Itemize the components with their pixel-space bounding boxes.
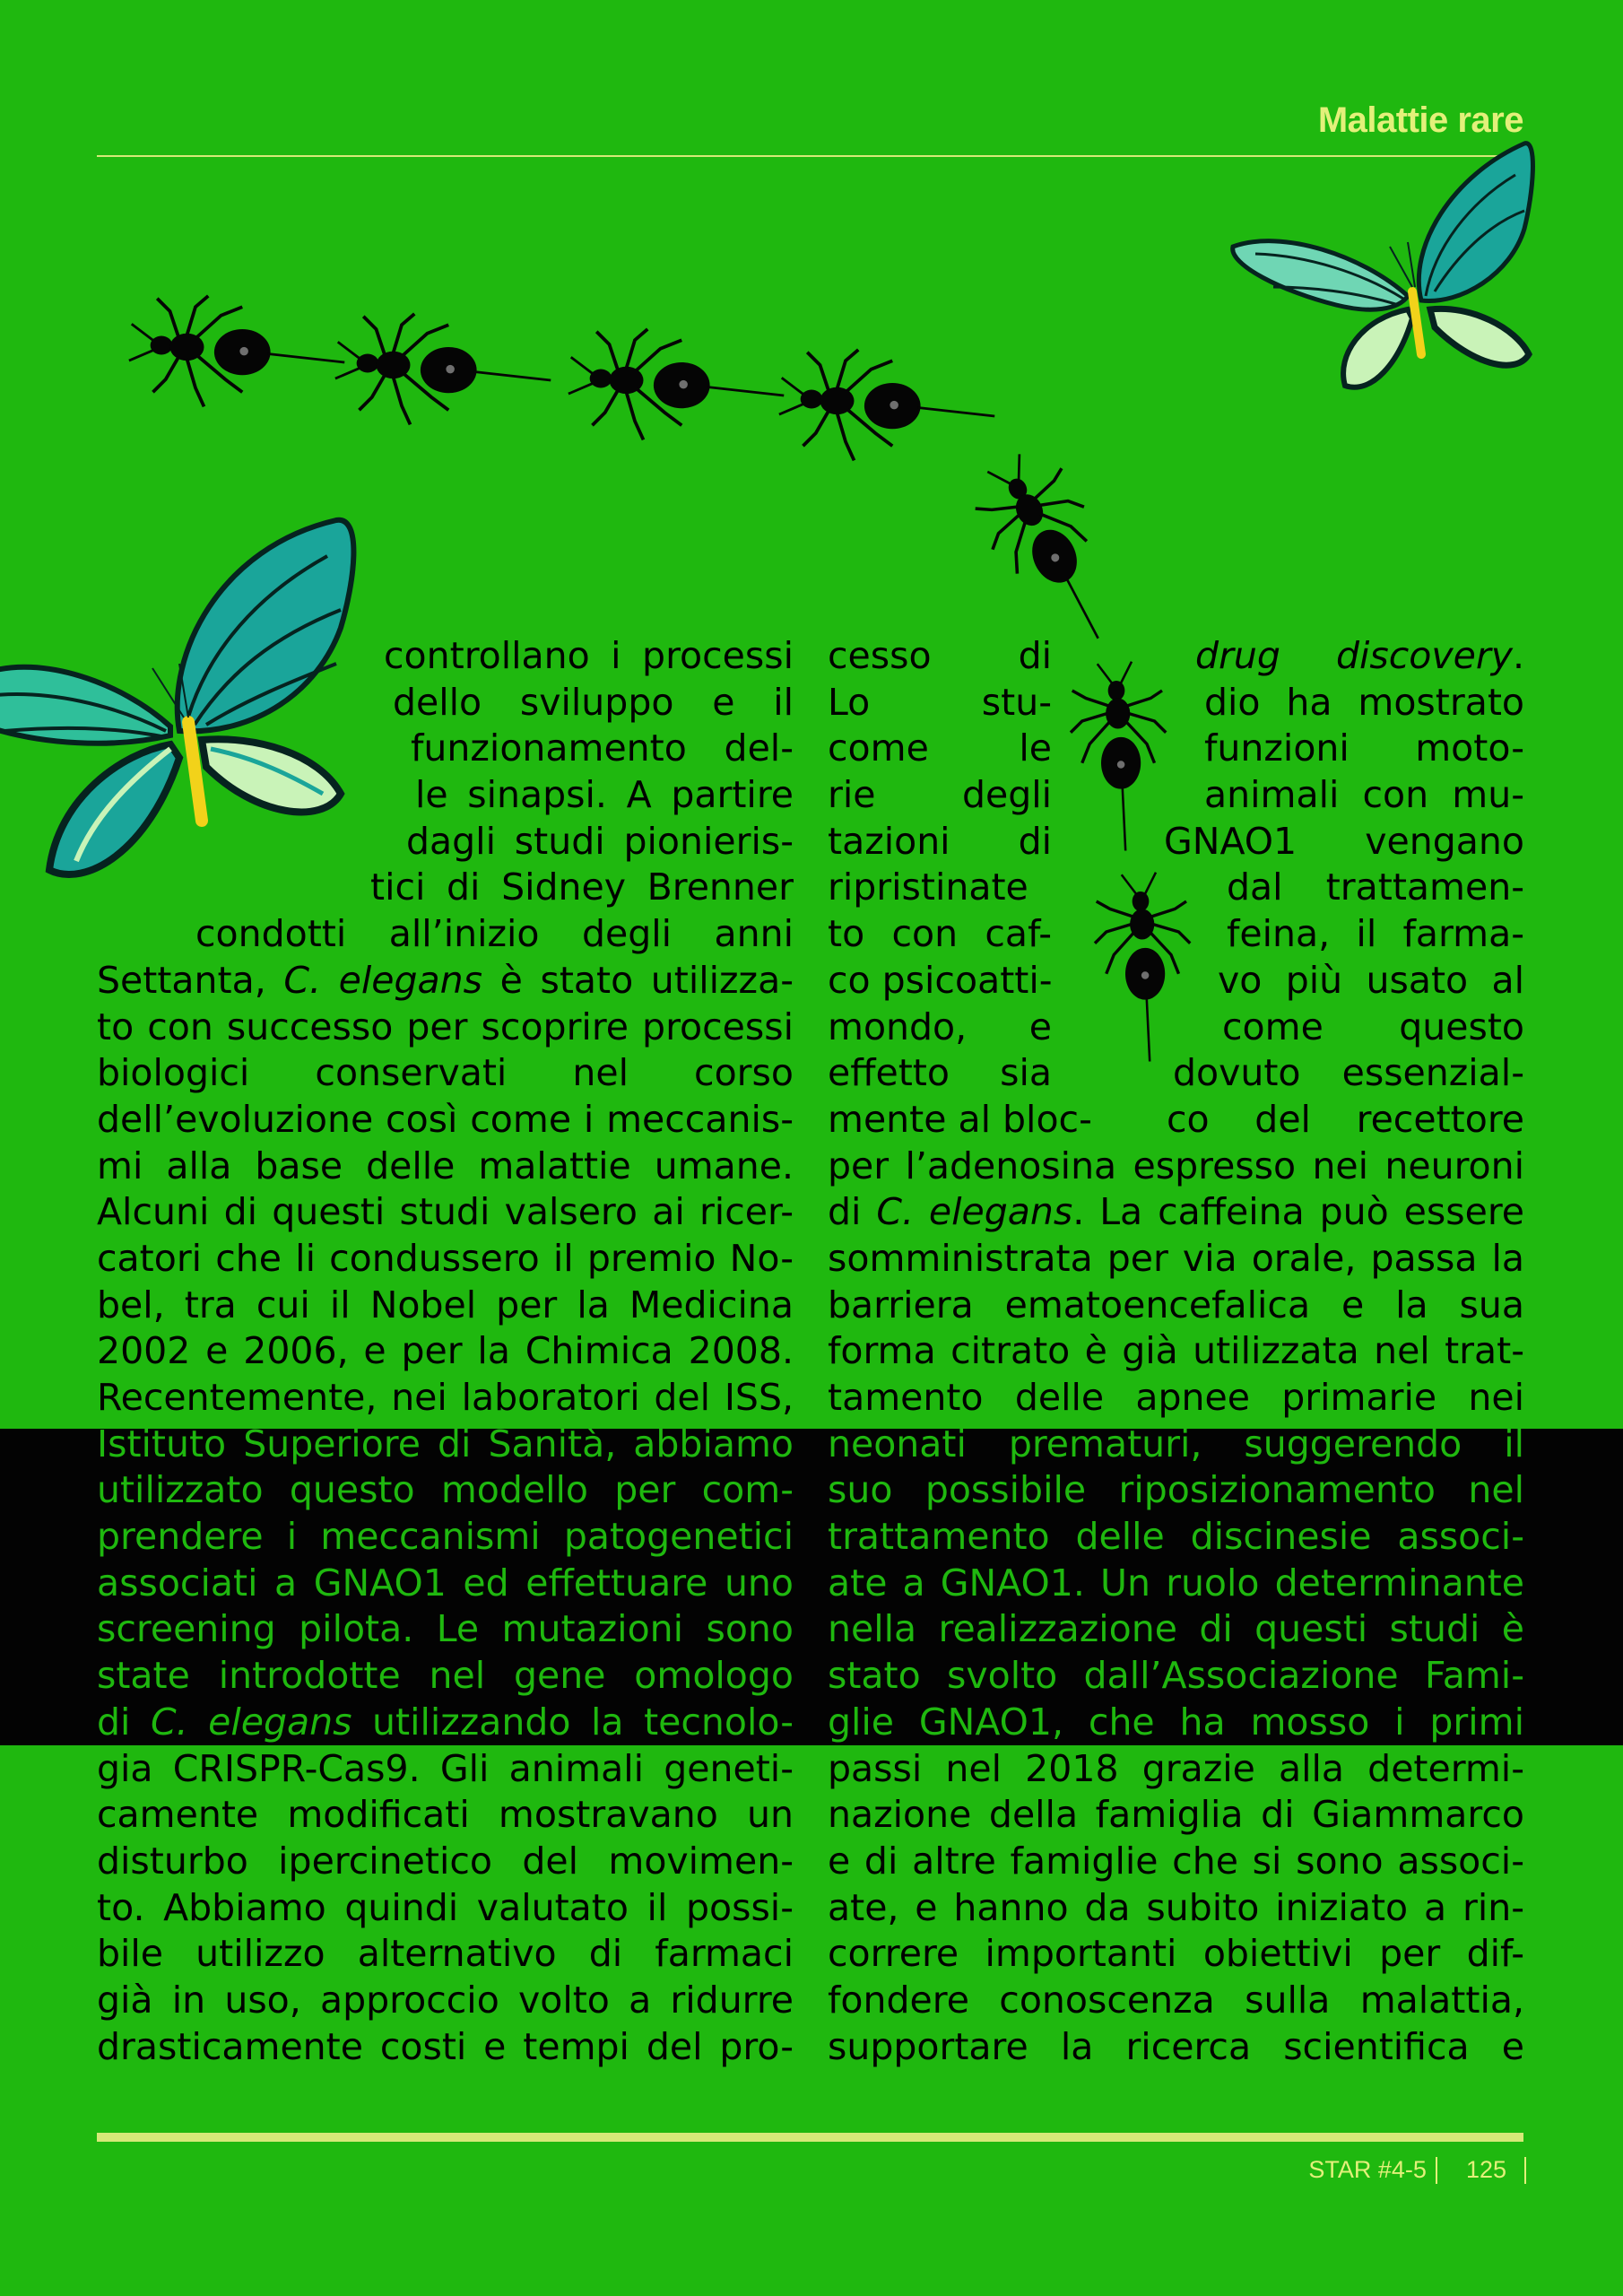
text-line — [97, 958, 794, 1004]
text-line — [828, 958, 1524, 1004]
text-fragment — [828, 1050, 1052, 1097]
text-line: trattamento delle discinesie associ- — [828, 1515, 1524, 1559]
text-line: per l’adenosina espresso nei neuroni — [828, 1144, 1524, 1187]
text-line — [828, 1004, 1524, 1051]
text-line: to. Abbiamo quindi valutato il possi- — [97, 1885, 794, 1929]
text-fragment — [828, 633, 1052, 680]
text-line: controllano i processi — [384, 634, 794, 677]
text-line — [828, 1050, 1524, 1097]
text-run: ripristinate — [828, 865, 1028, 909]
text-run: vo più usato al — [1218, 958, 1524, 1002]
text-fragment — [1227, 865, 1524, 911]
text-fragment — [1164, 819, 1524, 865]
text-run: dal trattamen- — [1227, 865, 1524, 909]
italic-term: C. elegans — [876, 1190, 1073, 1234]
ant-icon — [961, 439, 1137, 663]
text-line: catori che li condussero il premio No- — [97, 1236, 794, 1280]
text-line — [828, 772, 1524, 819]
text-fragment — [828, 911, 1052, 958]
text-line — [828, 865, 1524, 911]
text-line: le sinapsi. A partire — [415, 773, 794, 817]
text-run: animali con mu- — [1204, 773, 1524, 817]
text-line: nazione della famiglia di Giammarco — [828, 1793, 1524, 1837]
text-fragment — [1222, 1004, 1524, 1051]
text-fragment — [828, 958, 1052, 1004]
text-line: e di altre famiglie che si sono associ- — [828, 1839, 1524, 1883]
footer-divider — [1436, 2157, 1437, 2184]
ant-icon — [129, 296, 344, 407]
text-line: bile utilizzo alternativo di farmaci — [97, 1932, 794, 1976]
text-run: mente al bloc- — [828, 1097, 1092, 1141]
text-fragment — [1173, 1050, 1524, 1097]
text-fragment — [828, 680, 1052, 726]
text-line: biologici conservati nel corso — [97, 1051, 794, 1095]
ant-icon — [568, 329, 784, 440]
text-run: . — [1512, 634, 1524, 677]
text-line: Alcuni di questi studi valsero ai ricer- — [97, 1190, 794, 1234]
text-run: di — [828, 1190, 877, 1234]
text-line: barriera ematoencefalica e la sua — [828, 1283, 1524, 1326]
text-run: co psicoatti- — [828, 958, 1053, 1002]
text-line — [828, 680, 1524, 726]
text-run: co del recettore — [1167, 1097, 1524, 1141]
text-line: dell’evoluzione così come i meccanis- — [97, 1097, 794, 1141]
text-line: dagli studi pionieris- — [406, 819, 794, 863]
text-line — [97, 1700, 794, 1746]
text-fragment — [1195, 633, 1524, 680]
text-fragment — [1218, 958, 1524, 1004]
text-line: funzionamento del- — [411, 726, 794, 770]
text-line: suo possibile riposizionamento nel — [828, 1468, 1524, 1512]
text-line: to con successo per scoprire processi — [97, 1004, 794, 1048]
text-line: associati a GNAO1 ed effettuare uno — [97, 1561, 794, 1605]
text-line: glie GNAO1, che ha mosso i primi — [828, 1700, 1524, 1744]
text-run: di — [97, 1700, 151, 1744]
text-line: prendere i meccanismi patogenetici — [97, 1515, 794, 1559]
text-line: tici di Sidney Brenner — [370, 865, 794, 909]
text-line — [828, 1097, 1524, 1144]
text-run: come questo — [1222, 1004, 1524, 1048]
text-line: tamento delle apnee primarie nei — [828, 1376, 1524, 1419]
italic-term: C. elegans — [150, 1700, 352, 1744]
text-fragment — [1204, 680, 1524, 726]
text-line: disturbo ipercinetico del movimen- — [97, 1839, 794, 1883]
text-line: Istituto Superiore di Sanità, abbiamo — [97, 1422, 794, 1465]
text-fragment — [828, 1097, 1092, 1144]
page-footer — [1308, 2156, 1526, 2184]
text-run: cesso di — [828, 634, 1052, 677]
text-line — [828, 911, 1524, 958]
text-line: camente modificati mostravano un — [97, 1793, 794, 1837]
text-line: dello sviluppo e il — [393, 680, 794, 724]
page-number: 125 — [1465, 2156, 1506, 2183]
italic-term: drug discovery — [1195, 634, 1513, 677]
left-column — [97, 633, 794, 2070]
text-run: feina, il farma- — [1227, 912, 1524, 956]
text-run: dio ha mostrato — [1204, 680, 1524, 724]
text-line — [828, 1189, 1524, 1236]
text-line: state introdotte nel gene omologo — [97, 1654, 794, 1698]
text-fragment — [828, 819, 1052, 865]
text-fragment — [828, 865, 1052, 911]
text-line — [828, 633, 1524, 680]
text-line: gia CRISPR-Cas9. Gli animali geneti- — [97, 1746, 794, 1790]
text-line: ate, e hanno da subito iniziato a rin- — [828, 1885, 1524, 1929]
text-run: come le — [828, 726, 1052, 770]
text-line: passi nel 2018 grazie alla determi- — [828, 1746, 1524, 1790]
text-line: drasticamente costi e tempi del pro- — [97, 2024, 794, 2068]
text-line: stato svolto dall’Associazione Fami- — [828, 1654, 1524, 1698]
text-line: Recentemente, nei laboratori del ISS, — [97, 1376, 794, 1419]
text-run: dovuto essenzial- — [1173, 1051, 1524, 1095]
text-line: mi alla base delle malattie umane. — [97, 1144, 794, 1187]
text-line: bel, tra cui il Nobel per la Medicina — [97, 1283, 794, 1326]
text-line: neonati prematuri, suggerendo il — [828, 1422, 1524, 1465]
text-line — [828, 819, 1524, 865]
text-line: supportare la ricerca scientifica e — [828, 2024, 1524, 2068]
text-line: già in uso, approccio volto a ridurre — [97, 1978, 794, 2022]
text-run: utilizzando la tecnolo- — [352, 1700, 794, 1744]
text-line: fondere conoscenza sulla malattia, — [828, 1978, 1524, 2022]
butterfly-icon — [1228, 139, 1551, 408]
italic-term: C. elegans — [283, 958, 482, 1002]
ant-icon — [335, 314, 551, 425]
text-line: ate a GNAO1. Un ruolo determinante — [828, 1561, 1524, 1605]
text-fragment — [828, 772, 1052, 819]
text-line — [828, 726, 1524, 772]
text-fragment — [1204, 772, 1524, 819]
text-line: screening pilota. Le mutazioni sono — [97, 1607, 794, 1651]
text-fragment — [1167, 1097, 1524, 1144]
right-column — [828, 633, 1524, 2070]
text-run: mondo, e — [828, 1004, 1052, 1048]
text-line: nella realizzazione di questi studi è — [828, 1607, 1524, 1651]
text-fragment — [1227, 911, 1524, 958]
text-run: è stato utilizza- — [482, 958, 794, 1002]
text-run: tazioni di — [828, 819, 1052, 863]
text-fragment — [828, 726, 1052, 772]
text-line: 2002 e 2006, e per la Chimica 2008. — [97, 1329, 794, 1373]
text-line: somministrata per via orale, passa la — [828, 1236, 1524, 1280]
text-run: funzioni moto- — [1204, 726, 1524, 770]
text-line: utilizzato questo modello per com- — [97, 1468, 794, 1512]
text-run: GNAO1 vengano — [1164, 819, 1524, 863]
text-run: effetto sia — [828, 1051, 1052, 1095]
text-run: rie degli — [828, 773, 1052, 817]
ant-icon — [779, 350, 994, 461]
text-line: correre importanti obiettivi per dif- — [828, 1932, 1524, 1976]
text-fragment — [828, 1004, 1052, 1051]
text-run: Settanta, — [97, 958, 284, 1002]
text-line: condotti all’inizio degli anni — [195, 912, 794, 956]
magazine-name: STAR #4-5 — [1308, 2156, 1427, 2183]
text-run: . La caffeina può essere — [1072, 1190, 1525, 1234]
text-run: to con caf- — [828, 912, 1052, 956]
text-run: Lo stu- — [828, 680, 1052, 724]
text-line: forma citrato è già utilizzata nel trat- — [828, 1329, 1524, 1373]
footer-rule — [97, 2133, 1523, 2142]
section-title: Malattie rare — [1317, 100, 1523, 140]
footer-divider — [1524, 2157, 1526, 2184]
text-fragment — [1204, 726, 1524, 772]
